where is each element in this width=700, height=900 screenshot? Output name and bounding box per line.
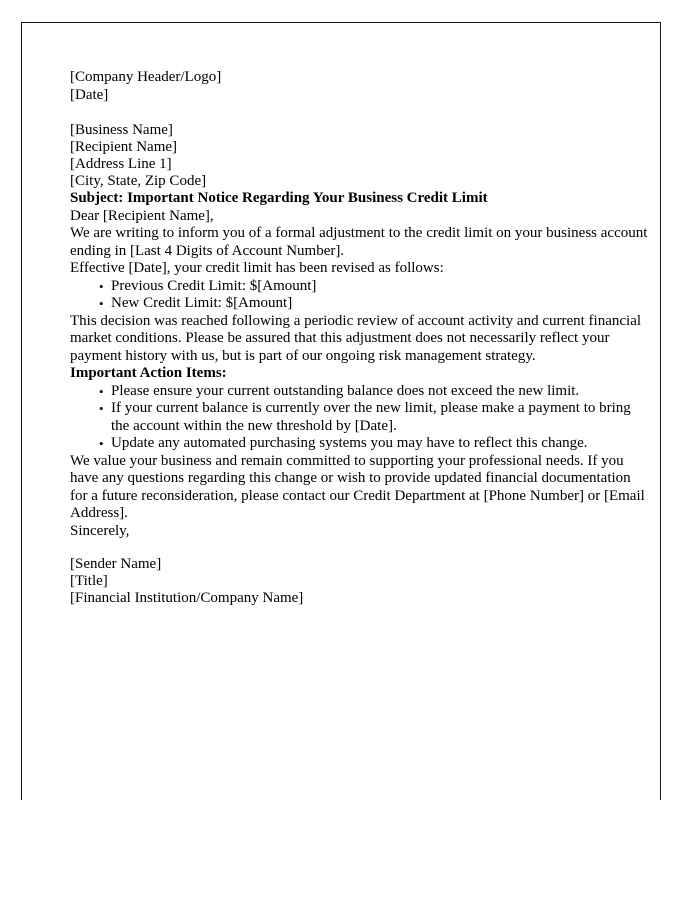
intro-paragraph: We are writing to inform you of a formal adjustment to the credit limit on your business account ending in [Last 4 Digits of Account Number]. xyxy=(70,225,648,259)
signature-block xyxy=(70,556,648,607)
decision-paragraph: This decision was reached following a periodic review of account activity and current financial market conditions. Please be assured that this adjustment does not necessarily reflect your payment history with us, but is part of our ongoing risk management strategy. xyxy=(70,312,642,364)
credit-limit-list xyxy=(70,278,648,313)
letter-body xyxy=(70,69,648,607)
list-item: • If your current balance is currently over the new limit, please make a payment to bring the account within the new threshold by [Date]. xyxy=(70,400,648,435)
signature-line: [Title] xyxy=(70,573,108,589)
salutation: Dear [Recipient Name], xyxy=(70,207,214,224)
recipient-address-block xyxy=(70,122,648,190)
address-line: [City, State, Zip Code] xyxy=(70,173,207,189)
list-item: • New Credit Limit: $[Amount] xyxy=(70,295,648,313)
signature-line: [Financial Institution/Company Name] xyxy=(70,590,304,606)
sign-off: Sincerely, xyxy=(70,522,130,539)
date-placeholder: [Date] xyxy=(70,86,109,103)
list-item: • Please ensure your current outstanding balance does not exceed the new limit. xyxy=(70,383,648,401)
action-items-list xyxy=(70,383,648,453)
document-page xyxy=(21,22,661,800)
action-items-heading: Important Action Items: xyxy=(70,365,227,381)
list-item: • Previous Credit Limit: $[Amount] xyxy=(70,278,648,296)
signature-line: [Sender Name] xyxy=(70,556,162,572)
address-line: [Recipient Name] xyxy=(70,139,178,155)
company-header-placeholder: [Company Header/Logo] xyxy=(70,69,222,85)
effective-date-paragraph: Effective [Date], your credit limit has been revised as follows: xyxy=(70,260,444,276)
subject-line: Subject: Important Notice Regarding Your Business Credit Limit xyxy=(70,190,488,206)
closing-paragraph: We value your business and remain committed to supporting your professional needs. If you have any questions regarding this change or wish to provide updated financial documentation for a future reconsideration, please contact our Credit Department at [Phone Number] or [Email Address]. xyxy=(70,452,645,521)
address-line: [Business Name] xyxy=(70,122,173,138)
address-line: [Address Line 1] xyxy=(70,156,172,172)
list-item: • Update any automated purchasing systems you may have to reflect this change. xyxy=(70,435,648,453)
